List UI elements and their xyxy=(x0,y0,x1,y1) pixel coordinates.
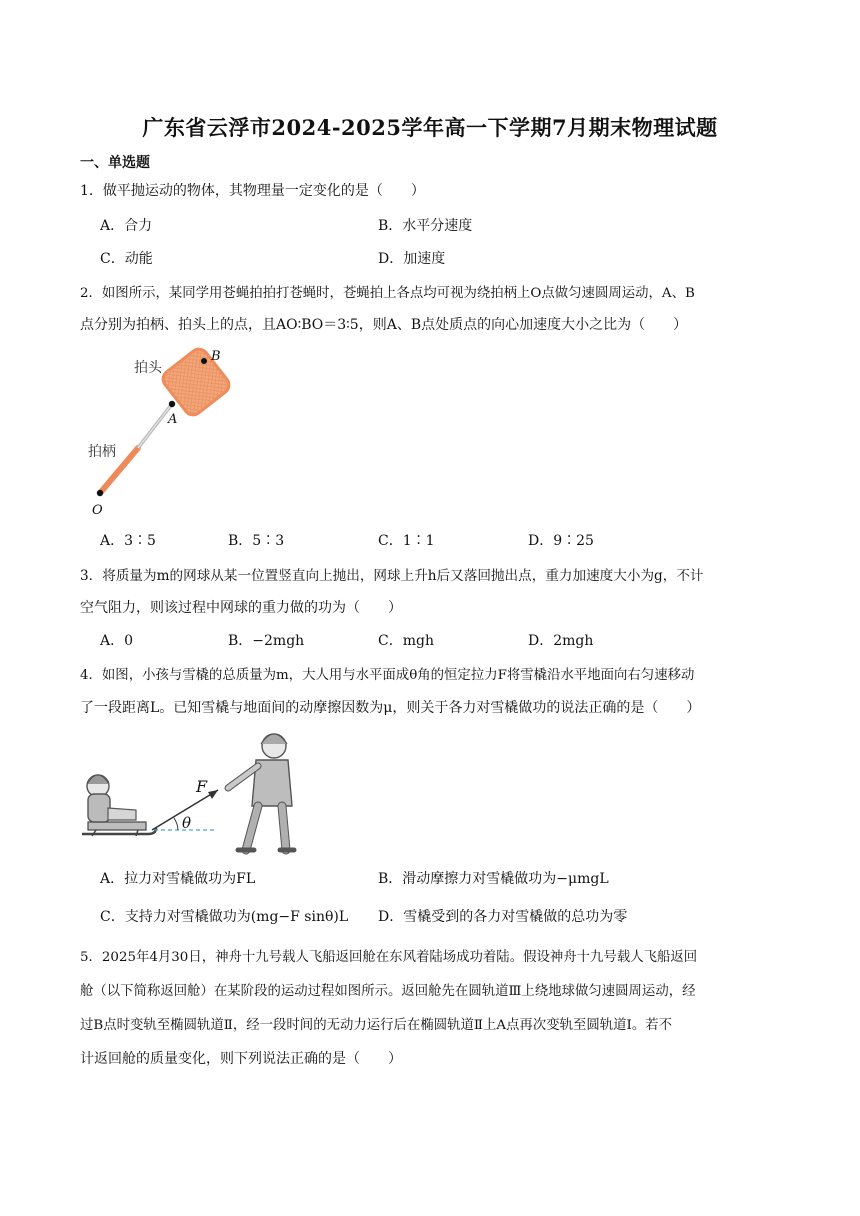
q3-option-d: D．2mgh xyxy=(528,633,594,649)
q4-option-d: D．雪橇受到的各力对雪橇做的总功为零 xyxy=(378,909,628,925)
q1-option-d: D．加速度 xyxy=(378,251,446,267)
q1-stem: 1．做平抛运动的物体，其物理量一定变化的是（ ） xyxy=(80,183,425,199)
q5-stem-line4: 计返回舱的质量变化，则下列说法正确的是（ ） xyxy=(80,1051,402,1067)
point-a xyxy=(169,401,175,407)
label-b: B xyxy=(211,349,221,364)
q1-option-a: A．合力 xyxy=(100,218,153,234)
label-head: 拍头 xyxy=(134,360,162,376)
q4-option-c: C．支持力对雪橇做功为(mg−F sinθ)L xyxy=(100,909,349,925)
q4-stem-line1: 4．如图，小孩与雪橇的总质量为m，大人用与水平面成θ角的恒定拉力F将雪橇沿水平地面向右匀速移动 xyxy=(80,668,695,683)
section-heading: 一、单选题 xyxy=(80,155,150,171)
point-b xyxy=(201,358,207,364)
q2-stem-line2: 点分别为拍柄、拍头上的点，且AO∶BO＝3∶5，则A、B点处质点的向心加速度大小之比为（ ） xyxy=(80,317,688,333)
label-o: O xyxy=(92,503,103,518)
q2-option-d: D．9∶25 xyxy=(528,533,594,549)
q3-option-a: A．0 xyxy=(100,633,134,649)
flyswatter-figure xyxy=(80,340,250,520)
q3-stem-line1: 3．将质量为m的网球从某一位置竖直向上抛出，网球上升h后又落回抛出点，重力加速度大小为g，不计 xyxy=(80,568,704,584)
q1-option-c: C．动能 xyxy=(100,251,153,267)
sled-figure xyxy=(78,726,300,858)
q4-option-b: B．滑动摩擦力对雪橇做功为−μmgL xyxy=(378,871,609,887)
label-theta: θ xyxy=(182,814,192,832)
q5-stem-line1: 5．2025年4月30日，神舟十九号载人飞船返回舱在东风着陆场成功着陆。假设神舟十九号载人飞船返回 xyxy=(80,950,698,965)
q2-option-b: B．5∶3 xyxy=(228,533,285,549)
label-a: A xyxy=(168,412,178,427)
q1-option-b: B．水平分速度 xyxy=(378,218,473,234)
q3-option-b: B．−2mgh xyxy=(228,633,305,649)
q2-stem-line1: 2．如图所示，某同学用苍蝇拍拍打苍蝇时，苍蝇拍上各点均可视为绕拍柄上O点做匀速圆周运动，A、B xyxy=(80,286,695,301)
point-o xyxy=(97,490,103,496)
q5-stem-line2: 舱（以下简称返回舱）在某阶段的运动过程如图所示。返回舱先在圆轨道Ⅲ上绕地球做匀速圆周运动，经 xyxy=(80,984,696,999)
q2-option-c: C．1∶1 xyxy=(378,533,435,549)
label-f: F xyxy=(196,777,208,796)
q3-stem-line2: 空气阻力，则该过程中网球的重力做的功为（ ） xyxy=(80,600,402,616)
q4-stem-line2: 了一段距离L。已知雪橇与地面间的动摩擦因数为μ，则关于各力对雪橇做功的说法正确的是（ ） xyxy=(80,700,701,716)
q4-option-a: A．拉力对雪橇做功为FL xyxy=(100,871,256,887)
page-title: 广东省云浮市2024-2025学年高一下学期7月期末物理试题 xyxy=(142,115,718,140)
q5-stem-line3: 过B点时变轨至椭圆轨道Ⅱ，经一段时间的无动力运行后在椭圆轨道Ⅱ上A点再次变轨至圆轨道Ⅰ。若不 xyxy=(80,1018,673,1033)
q2-option-a: A．3∶5 xyxy=(100,533,156,549)
q3-option-c: C．mgh xyxy=(378,633,434,649)
label-handle: 拍柄 xyxy=(88,444,116,460)
